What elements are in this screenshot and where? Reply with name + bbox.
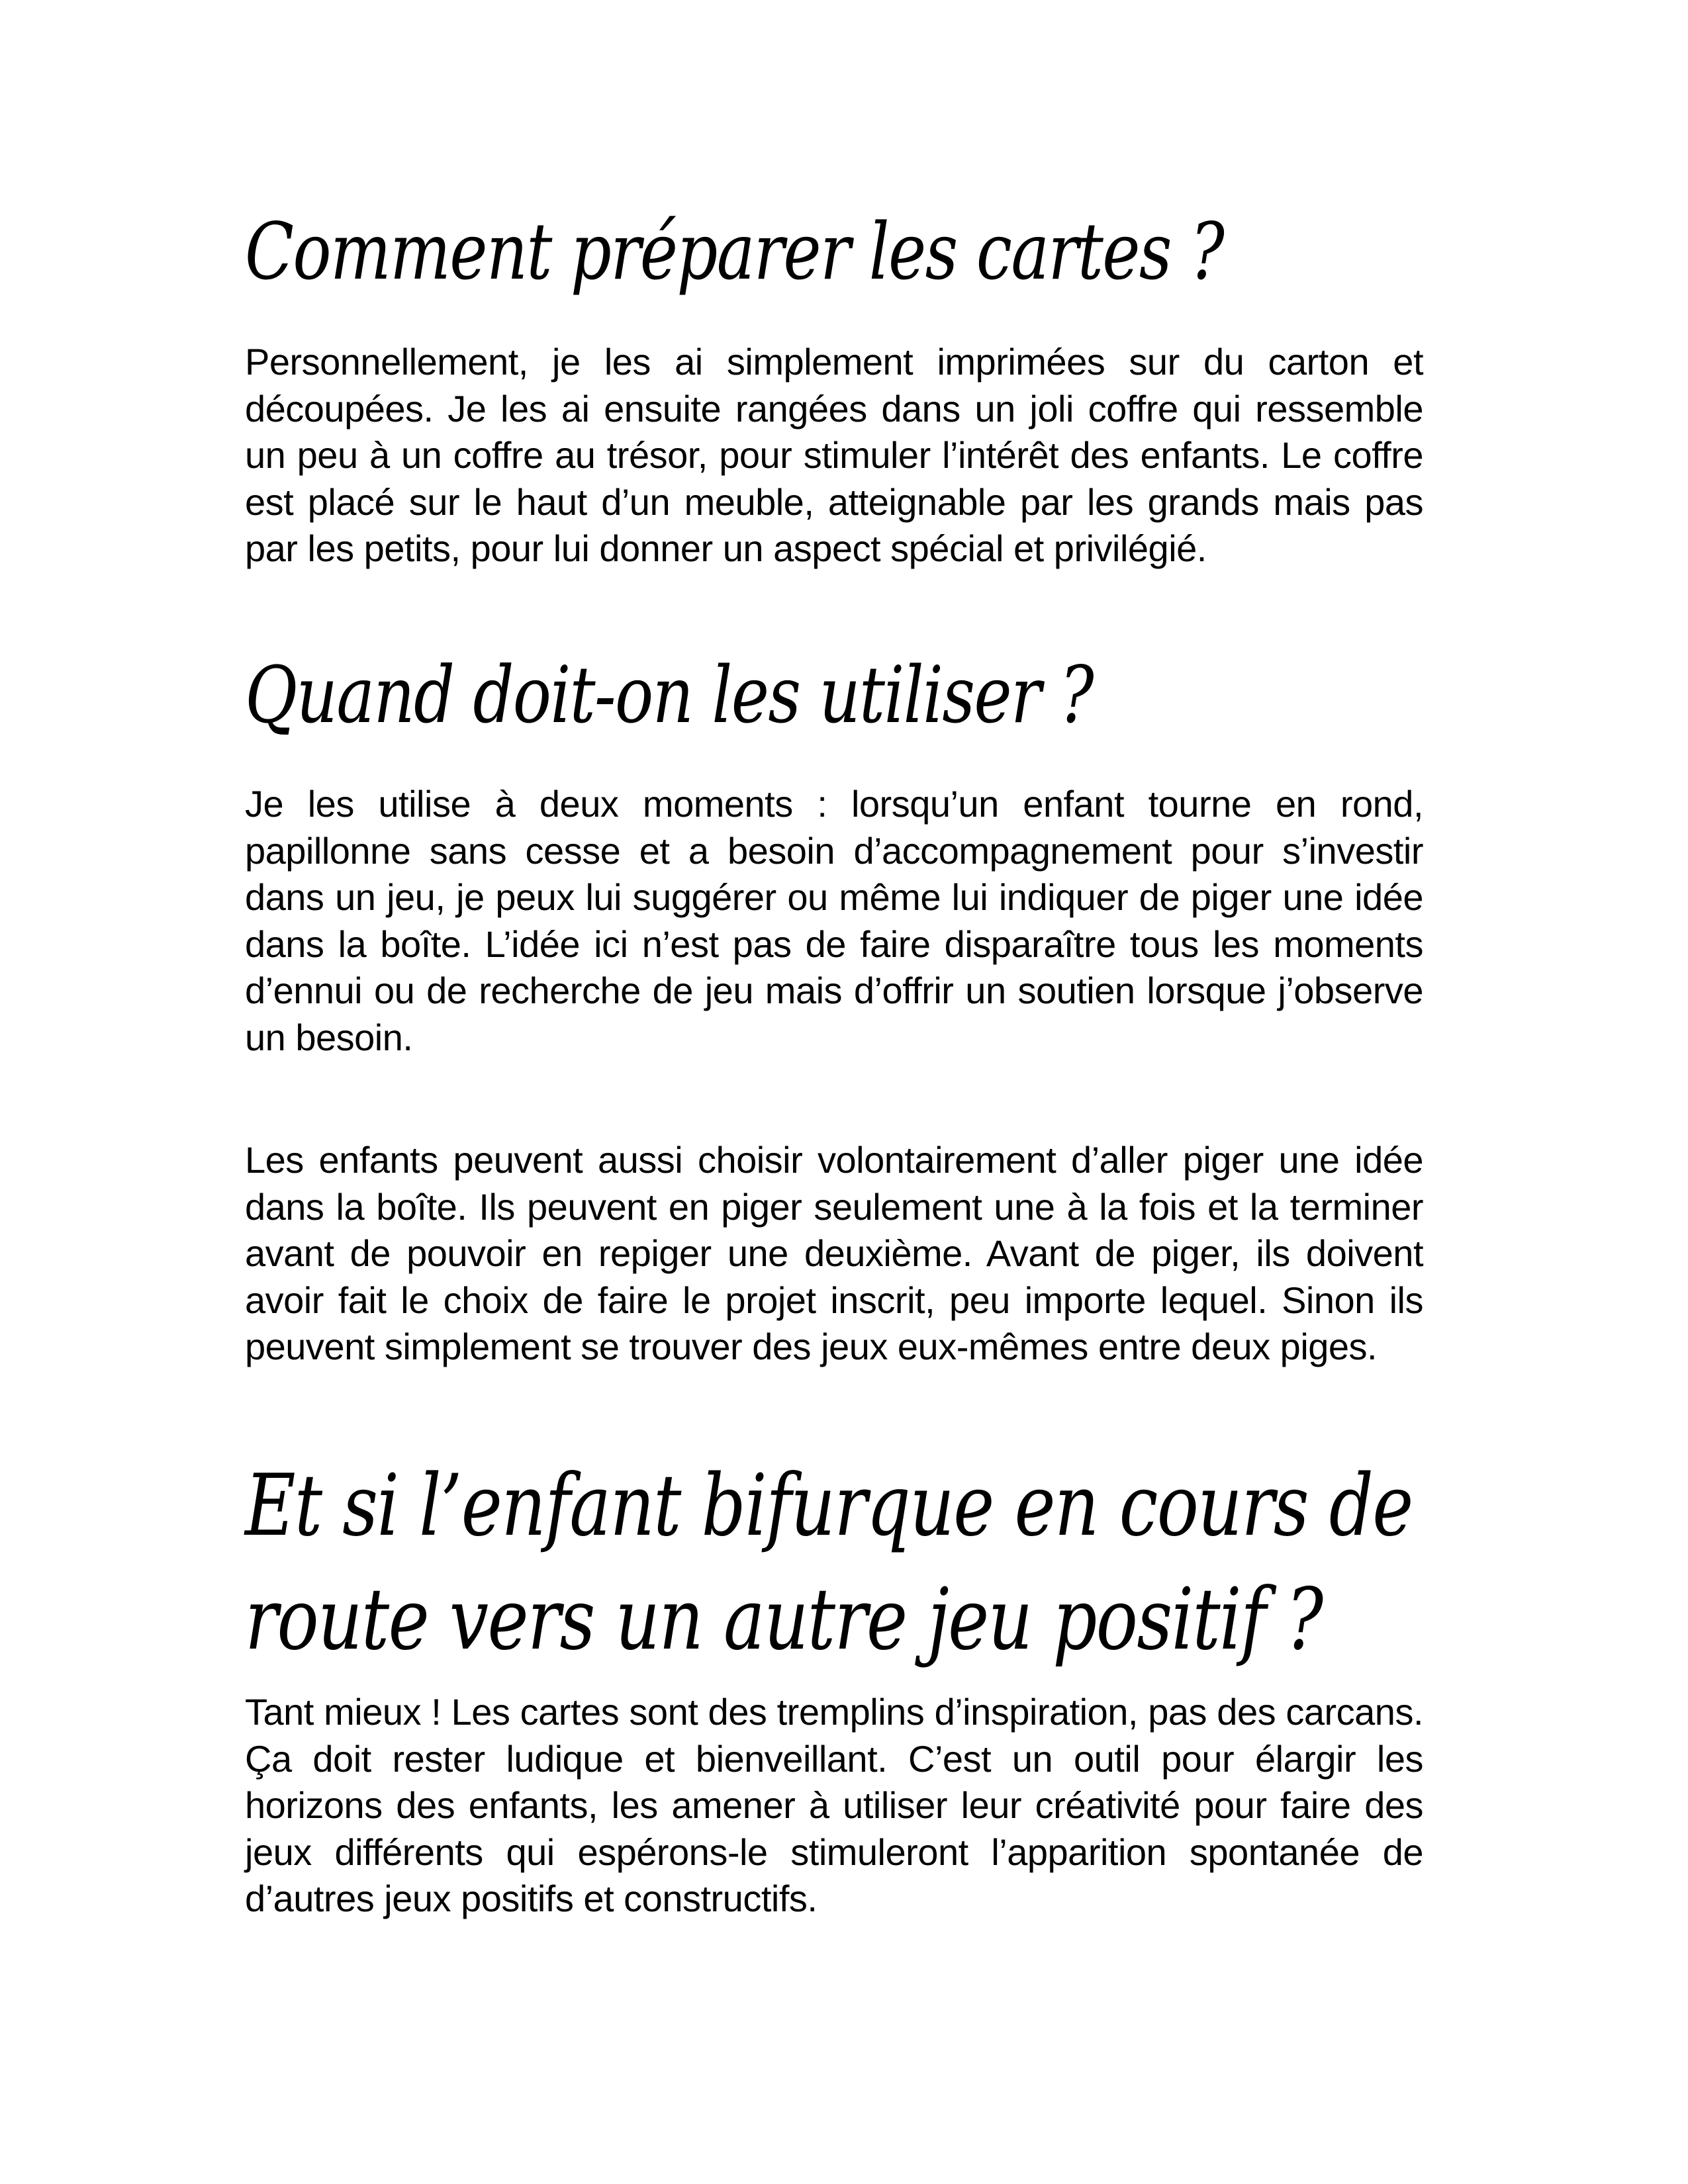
section-paragraph-when-to-use-2: Les enfants peuvent aussi choisir volontairement d’aller piger une idée dans la boîte. Ils peuvent en piger seulement une à la fois et la terminer avant de pouvoir en repiger une deuxième. Avant de piger, ils doivent avoir fait le choix de faire le projet inscrit, peu importe lequel. Sinon ils peuvent simplement se trouver des jeux eux-mêmes entre deux piges.: [245, 1139, 1423, 1367]
section-paragraph-prepare-cards: Personnellement, je les ai simplement imprimées sur du carton et découpées. Je les ai ensuite rangées dans un joli coffre qui ressemble un peu à un coffre au trésor, pour stimuler l’intérêt des enfants. Le coffre est placé sur le haut d’un meuble, atteignable par les grands mais pas par les petits, pour lui donner un aspect spécial et privilégié.: [245, 341, 1423, 569]
section-heading-child-branches-off: Et si l’enfant bifurque en cours de route vers un autre jeu positif ?: [245, 1457, 1413, 1669]
section-heading-when-to-use: Quand doit-on les utiliser ?: [245, 649, 1093, 741]
section-paragraph-child-branches-off: Tant mieux ! Les cartes sont des tremplins d’inspiration, pas des carcans. Ça doit rester ludique et bienveillant. C’est un outil pour élargir les horizons des enfants, les amener à utiliser leur créativité pour faire des jeux différents qui espérons-le stimuleront l’apparition spontanée de d’autres jeux positifs et constructifs.: [245, 1691, 1423, 1919]
section-heading-prepare-cards: Comment préparer les cartes ?: [245, 206, 1224, 297]
section-paragraph-when-to-use-1: Je les utilise à deux moments : lorsqu’un enfant tourne en rond, papillonne sans cesse et a besoin d’accompagnement pour s’investir dans un jeu, je peux lui suggérer ou même lui indiquer de piger une idée dans la boîte. L’idée ici n’est pas de faire disparaître tous les moments d’ennui ou de recherche de jeu mais d’offrir un soutien lorsque j’observe un besoin.: [245, 783, 1423, 1058]
